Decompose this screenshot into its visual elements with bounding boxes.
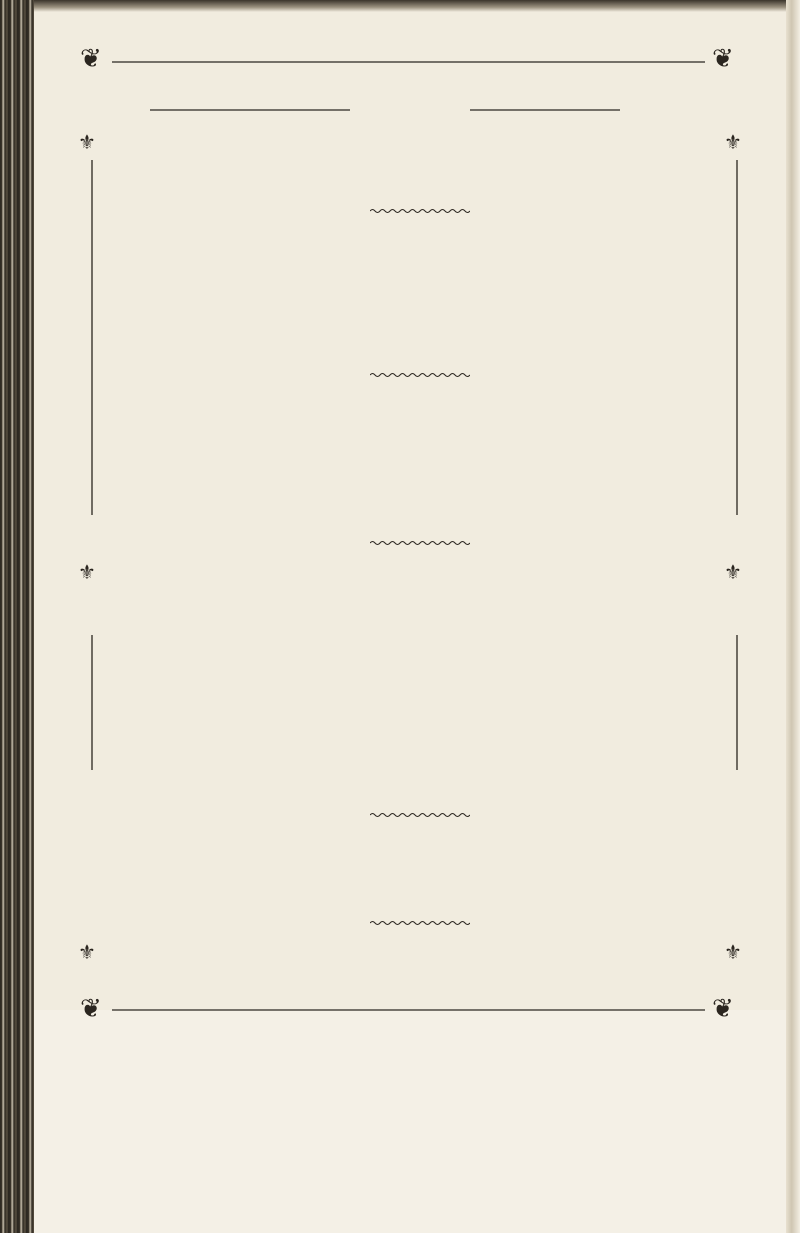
side-ornament-right-mid-icon: ⚜ [724, 562, 742, 584]
side-ornament-left-mid-icon: ⚜ [78, 562, 96, 584]
section-divider [370, 372, 470, 378]
corner-ornament-top-left-icon: ❦ [80, 44, 102, 73]
side-ornament-right-bottom-icon: ⚜ [724, 942, 742, 964]
side-ornament-right-top-icon: ⚜ [724, 132, 742, 154]
corner-ornament-bottom-left-icon: ❦ [80, 994, 102, 1023]
section-divider [370, 920, 470, 926]
corner-ornament-top-right-icon: ❦ [712, 44, 734, 73]
section-divider [370, 540, 470, 546]
corner-ornament-bottom-right-icon: ❦ [712, 994, 734, 1023]
section-divider [370, 208, 470, 214]
side-ornament-left-top-icon: ⚜ [78, 132, 96, 154]
side-ornament-left-bottom-icon: ⚜ [78, 942, 96, 964]
section-divider [370, 812, 470, 818]
